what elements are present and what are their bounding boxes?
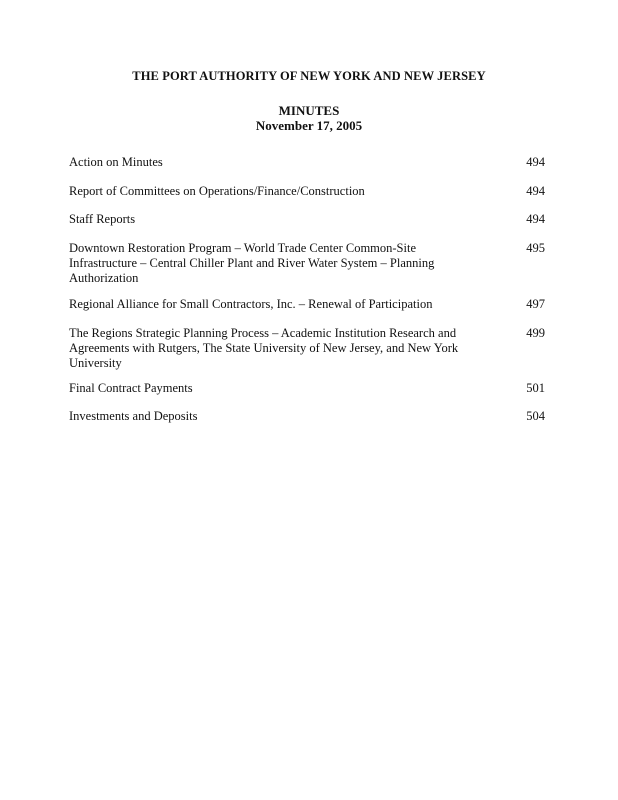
toc-entry [69,212,545,227]
toc-entry-page: 494 [526,155,545,169]
toc-entry-page: 504 [526,409,545,423]
toc-entry-title: Staff Reports [69,212,136,226]
toc-entry-page: 499 [526,326,545,340]
toc-entry-title: Final Contract Payments [69,381,193,395]
document-heading [0,103,618,133]
toc-entry [69,326,545,371]
toc-entry-page: 495 [526,241,545,255]
toc-entry [69,381,545,396]
toc-entry-title: Action on Minutes [69,155,163,169]
toc-entry [69,184,545,199]
toc-entry [69,297,545,312]
toc-entry-title: Regional Alliance for Small Contractors, Inc. – Renewal of Participation [69,297,433,311]
toc-entry-page: 497 [526,297,545,311]
toc-entry-page: 494 [526,212,545,226]
toc-entry-page: 494 [526,184,545,198]
toc-entry-title: Downtown Restoration Program – World Trade Center Common-Site Infrastructure – Central Chiller Plant and River Water System – Planning Authorization [69,241,435,285]
toc-entry-title: Report of Committees on Operations/Finance/Construction [69,184,365,198]
toc-entry [69,241,545,286]
toc-entry-page: 501 [526,381,545,395]
toc-entry-title: The Regions Strategic Planning Process – Academic Institution Research and Agreements with Rutgers, The State University of New Jersey, and New York University [69,326,459,370]
toc-entry [69,409,545,424]
toc-entry-title: Investments and Deposits [69,409,198,423]
document-type: MINUTES [278,103,340,118]
toc-entry [69,155,545,170]
meeting-date: November 17, 2005 [255,118,363,133]
organization-title: THE PORT AUTHORITY OF NEW YORK AND NEW JERSEY [132,69,486,83]
